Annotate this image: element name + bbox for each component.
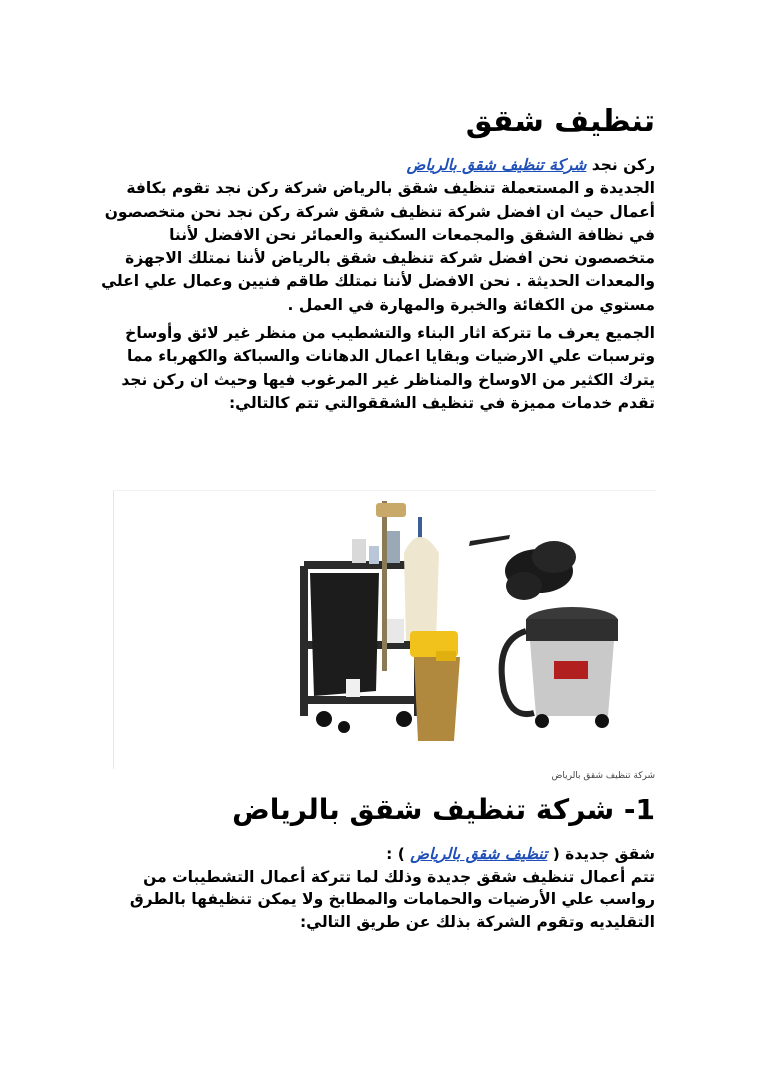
mop-bucket-icon [410,631,460,741]
image-caption: شركة تنظيف شقق بالرياض [551,771,655,781]
paragraph-2: الجميع يعرف ما تتركة اثار البناء والتشطيب من منظر غير لائق وأوساخ وترسبات علي الارضيات وبقايا اعمال الدهانات والسباكة والكهرباء مما يترك الكثير من الاوساخ والمناظر غير المرغوب فيها وحيث ان ركن نجد تقدم خدمات مميزة في تنظيف الشققوالتي تتم كالتالي: [121,324,655,412]
section-lead: شقق جديدة ( [547,845,655,863]
section-link[interactable]: تنظيف شقق بالرياض [410,845,548,863]
cleaning-equipment-illustration [114,491,656,769]
feather-duster-icon [469,535,576,600]
vacuum-cleaner-icon [502,607,618,728]
intro-body: الجديدة و المستعملة تنظيف شقق بالرياض شركة ركن نجد تقوم بكافة أعمال حيث ان افضل شركة تنظيف شقق شركة ركن نجد نحن متخصصون في نظافة الشقق والمجمعات السكنية والعمائر نحن الافضل لأننا متخصصون نحن افضل شركة تنظيف شقق بالرياض لأننا نمتلك الاجهزة والمعدات الحديثة . نحن الافضل لأننا نمتلك طاقم فنيين وعمال علي اعلي مستوي من الكفائة والخبرة والمهارة في العمل . [101,179,655,314]
section-body: تتم أعمال تنظيف شقق جديدة وذلك لما تتركة أعمال التشطيبات من رواسب علي الأرضيات والحمامات والمطابخ ولا يمكن تنظيفها بالطرق التقليديه وتقوم الشركة بذلك عن طريق التالي: [129,867,655,931]
intro-link[interactable]: شركة تنظيف شقق بالرياض [406,156,587,174]
section-heading: 1- شركة تنظيف شقق بالرياض [232,793,655,826]
intro-lead: ركن نجد [591,156,655,174]
page-title: تنظيف شقق [465,104,655,139]
cleaning-equipment-photo [113,490,656,769]
intro-paragraph [95,154,655,317]
section-after-link: ) : [386,845,411,863]
section-paragraph [95,843,655,933]
